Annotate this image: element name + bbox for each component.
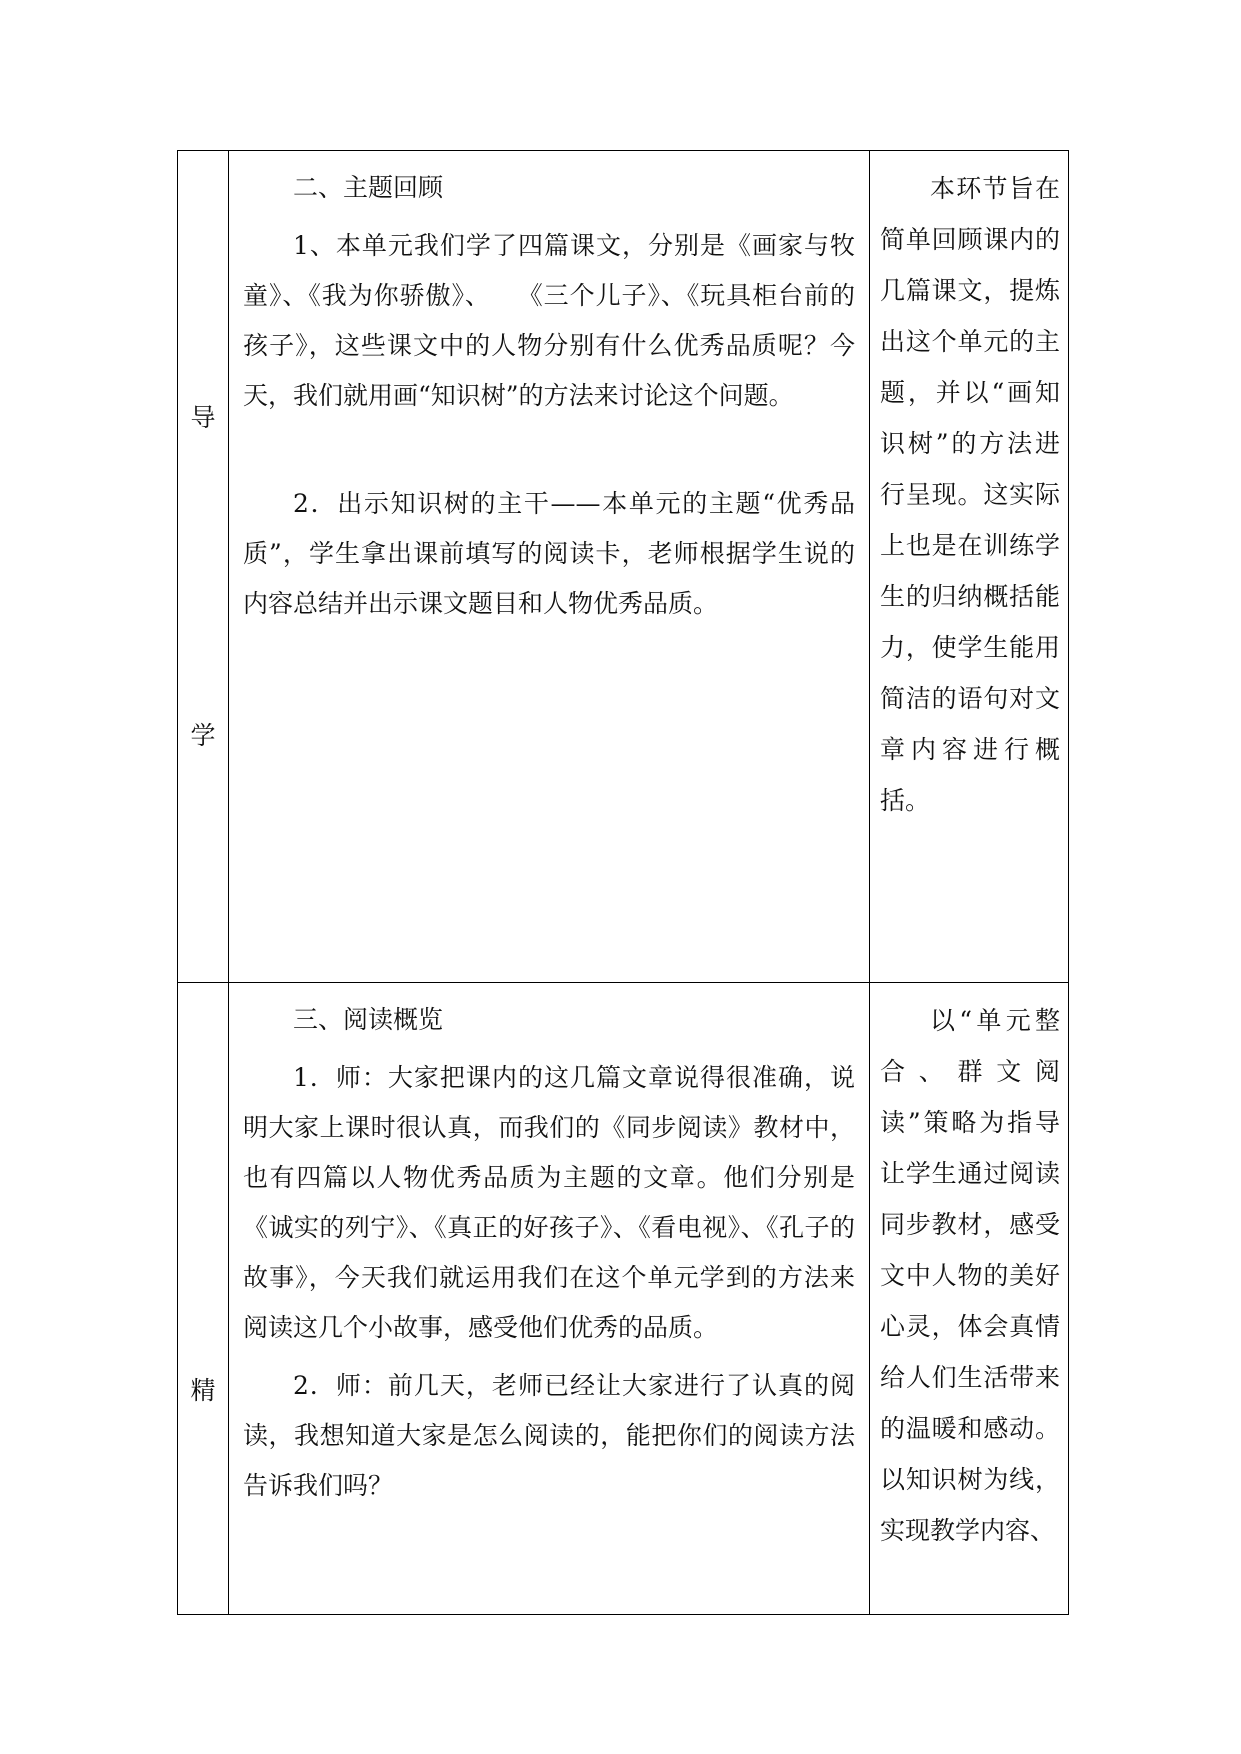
content-paragraph: 2．出示知识树的主干——本单元的主题“优秀品质”，学生拿出课前填写的阅读卡，老师根据学生说的内容总结并出示课文题目和人物优秀品质。 xyxy=(243,489,855,618)
content-paragraph: 1．师：大家把课内的这几篇文章说得很准确，说明大家上课时很认真，而我们的《同步阅读》教材中，也有四篇以人物优秀品质为主题的文章。他们分别是《诚实的列宁》、《真正的好孩子》、《看电视》、《孔子的故事》，今天我们就运用我们在这个单元学到的方法来阅读这几个小故事，感受他们优秀的品质。 xyxy=(243,1063,855,1342)
content-cell xyxy=(229,983,870,1615)
content-paragraph: 1、本单元我们学了四篇课文，分别是《画家与牧童》、《我为你骄傲》、 《三个儿子》、《玩具柜台前的孩子》，这些课文中的人物分别有什么优秀品质呢？今天，我们就用画“知识树”的方法来讨论这个问题。 xyxy=(243,231,855,410)
content-cell xyxy=(229,151,870,983)
table-row xyxy=(178,983,1069,1615)
stage-label-char: 精 xyxy=(190,1376,216,1405)
design-note: 本环节旨在简单回顾课内的几篇课文，提炼出这个单元的主题，并以“画知识树”的方法进行呈现。这实际上也是在训练学生的归纳概括能力，使学生能用简洁的语句对文章内容进行概括。 xyxy=(880,174,1060,815)
stage-label-cell xyxy=(178,151,229,983)
content-paragraph: 2．师：前几天，老师已经让大家进行了认真的阅读，我想知道大家是怎么阅读的，能把你们的阅读方法告诉我们吗？ xyxy=(243,1371,855,1500)
design-note: 以“单元整合、群文阅读”策略为指导让学生通过阅读同步教材，感受文中人物的美好心灵，体会真情给人们生活带来的温暖和感动。以知识树为线，实现教学内容、 xyxy=(880,1006,1060,1545)
stage-label-char: 导 xyxy=(190,403,216,432)
lesson-plan-table xyxy=(177,150,1069,1615)
table-row xyxy=(178,151,1069,983)
stage-label-char: 学 xyxy=(190,721,216,750)
design-note-cell xyxy=(870,151,1069,983)
section-heading: 二、主题回顾 xyxy=(293,173,444,202)
design-note-cell xyxy=(870,983,1069,1615)
section-heading: 三、阅读概览 xyxy=(293,1005,444,1034)
stage-label-cell xyxy=(178,983,229,1615)
